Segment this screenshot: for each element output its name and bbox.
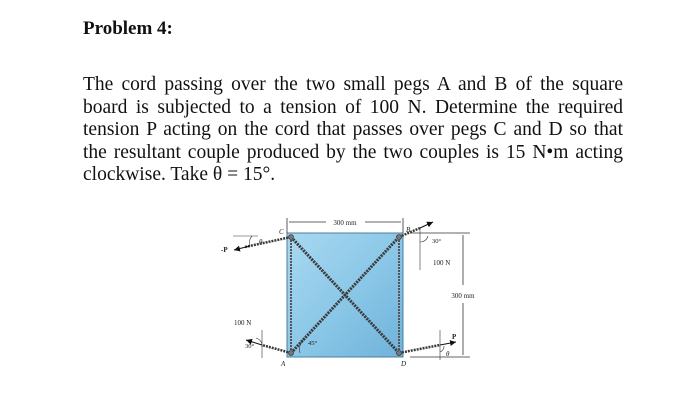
angle-bottom-left-label: 30° (245, 343, 255, 350)
peg-b (397, 235, 402, 240)
force-right-arrow (440, 342, 456, 345)
peg-c (289, 235, 294, 240)
force-right-label: P (452, 333, 457, 341)
peg-label-a: A (281, 360, 286, 368)
peg-a (289, 351, 294, 356)
force-top-right-label: 100 N (433, 259, 451, 267)
force-bottom-left-label: 100 N (234, 319, 252, 327)
problem-title: Problem 4: (83, 18, 173, 39)
peg-label-c: C (279, 228, 284, 236)
force-left-arrow (234, 246, 250, 250)
angle-top-right-label: 30° (432, 238, 442, 245)
peg-label-d: D (401, 360, 407, 368)
theta-right-label: θ (446, 350, 450, 358)
peg-label-b: B (406, 226, 411, 234)
force-left-label: -P (221, 246, 228, 254)
angle-bottom-label: 45° (308, 340, 318, 347)
force-top-right-arrow (420, 222, 433, 228)
theta-left-label: θ (259, 238, 263, 246)
peg-d (397, 351, 402, 356)
problem-statement: The cord passing over the two small pegs A and B of the square board is subjected to a tension of 100 N. Determine the required tension P acting on the cord that passes over pegs C and D so that the resultant couple produced by the two couples is 15 N•m acting clockwise. Take θ = 15°. (83, 74, 623, 185)
dimension-top-label: 300 mm (333, 219, 357, 227)
dimension-right-label: 300 mm (451, 292, 475, 300)
